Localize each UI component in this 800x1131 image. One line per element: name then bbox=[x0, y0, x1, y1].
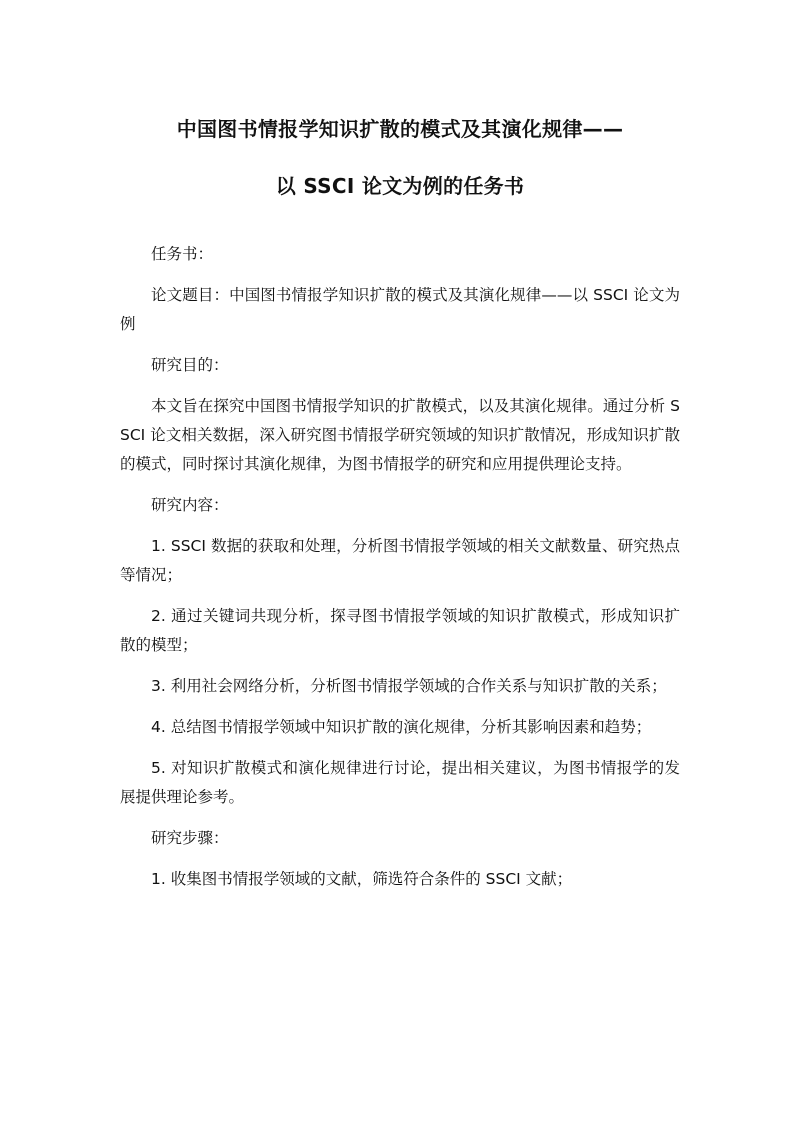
document-title-line-2: 以 SSCI 论文为例的任务书 bbox=[275, 174, 525, 198]
section-label-research-purpose: 研究目的： bbox=[151, 356, 229, 374]
content-item-5: 5. 对知识扩散模式和演化规律进行讨论，提出相关建议，为图书情报学的发展提供理论参考。 bbox=[120, 759, 680, 806]
section-label-research-steps: 研究步骤： bbox=[151, 829, 229, 847]
content-item-1: 1. SSCI 数据的获取和处理，分析图书情报学领域的相关文献数量、研究热点等情况； bbox=[120, 537, 680, 584]
research-purpose-paragraph: 本文旨在探究中国图书情报学知识的扩散模式，以及其演化规律。通过分析 SSCI 论文相关数据，深入研究图书情报学研究领域的知识扩散情况，形成知识扩散的模式，同时探讨其演化规律，为图书情报学的研究和应用提供理论支持。 bbox=[120, 397, 680, 473]
section-label-task-book: 任务书： bbox=[151, 245, 214, 263]
step-item-1: 1. 收集图书情报学领域的文献，筛选符合条件的 SSCI 文献； bbox=[151, 870, 573, 888]
document-title-line-1: 中国图书情报学知识扩散的模式及其演化规律—— bbox=[176, 117, 624, 141]
document-body bbox=[120, 240, 680, 906]
section-label-research-content: 研究内容： bbox=[151, 496, 229, 514]
content-item-4: 4. 总结图书情报学领域中知识扩散的演化规律，分析其影响因素和趋势； bbox=[151, 718, 652, 736]
content-item-3: 3. 利用社会网络分析，分析图书情报学领域的合作关系与知识扩散的关系； bbox=[151, 677, 667, 695]
content-item-2: 2. 通过关键词共现分析，探寻图书情报学领域的知识扩散模式，形成知识扩散的模型； bbox=[120, 607, 680, 654]
thesis-title-paragraph: 论文题目：中国图书情报学知识扩散的模式及其演化规律——以 SSCI 论文为例 bbox=[120, 286, 680, 333]
